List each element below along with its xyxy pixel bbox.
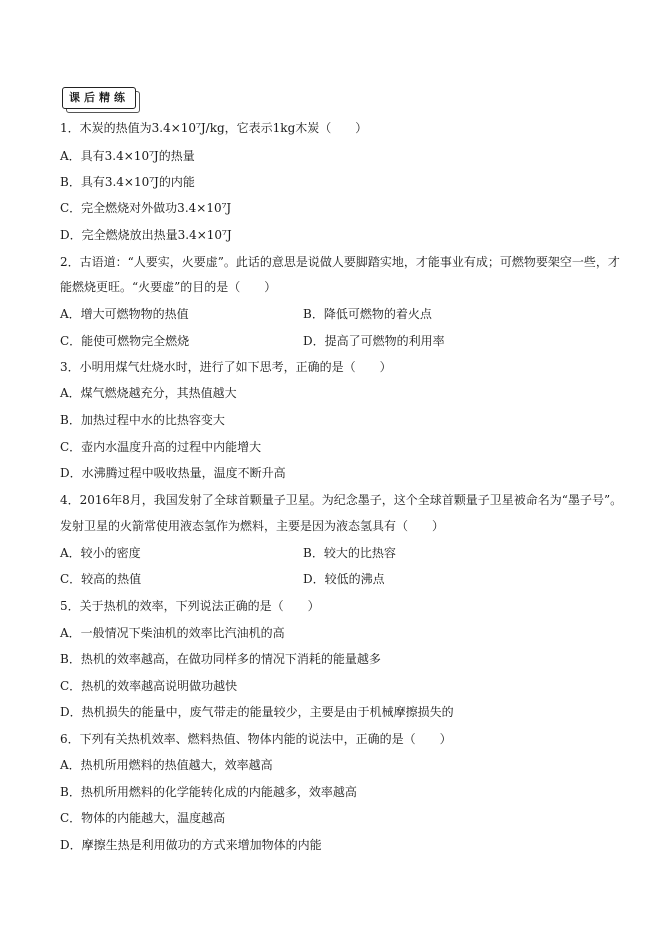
section-badge <box>60 85 140 111</box>
q5-stem: 5．关于热机的效率，下列说法正确的是（ ） <box>60 599 320 613</box>
q2-stem-line1: 2．古语道：“人要实，火要虚”。此话的意思是说做人要脚踏实地，才能事业有成；可燃物要架空一些，才 <box>60 255 620 269</box>
q4-stem-line2: 发射卫星的火箭常使用液态氢作为燃料，主要是因为液态氢具有（ ） <box>60 519 445 533</box>
q1-option-a: A．具有3.4×10⁷J的热量 <box>60 149 195 163</box>
q3-stem: 3．小明用煤气灶烧水时，进行了如下思考，正确的是（ ） <box>60 360 392 374</box>
q3-option-a: A．煤气燃烧越充分，其热值越大 <box>60 386 237 400</box>
q5-option-b: B．热机的效率越高，在做功同样多的情况下消耗的能量越多 <box>60 652 381 666</box>
q4-option-a: A．较小的密度 <box>60 546 141 560</box>
q6-option-a: A．热机所用燃料的热值越大，效率越高 <box>60 758 273 772</box>
q1-option-c: C．完全燃烧对外做功3.4×10⁷J <box>60 201 232 215</box>
q5-option-d: D．热机损失的能量中，废气带走的能量较少，主要是由于机械摩擦损失的 <box>60 705 454 719</box>
q5-option-a: A．一般情况下柴油机的效率比汽油机的高 <box>60 626 285 640</box>
q4-option-b: B．较大的比热容 <box>303 546 396 560</box>
q6-stem: 6．下列有关热机效率、燃料热值、物体内能的说法中，正确的是（ ） <box>60 732 452 746</box>
q5-option-c: C．热机的效率越高说明做功越快 <box>60 679 238 693</box>
q2-option-b: B．降低可燃物的着火点 <box>303 307 432 321</box>
q6-option-b: B．热机所用燃料的化学能转化成的内能越多，效率越高 <box>60 785 357 799</box>
q1-stem: 1．木炭的热值为3.4×10⁷J/kg，它表示1kg木炭（ ） <box>60 121 368 135</box>
q6-option-c: C．物体的内能越大，温度越高 <box>60 811 226 825</box>
q1-option-b: B．具有3.4×10⁷J的内能 <box>60 175 195 189</box>
q3-option-d: D．水沸腾过程中吸收热量，温度不断升高 <box>60 466 286 480</box>
q4-stem-line1: 4．2016年8月，我国发射了全球首颗量子卫星。为纪念墨子，这个全球首颗量子卫星被命名为“墨子号”。 <box>60 493 623 507</box>
q2-option-a: A．增大可燃物物的热值 <box>60 307 189 321</box>
q2-option-c: C．能使可燃物完全燃烧 <box>60 334 190 348</box>
q2-option-d: D．提高了可燃物的利用率 <box>303 334 445 348</box>
q4-option-d: D．较低的沸点 <box>303 572 385 586</box>
q6-option-d: D．摩擦生热是利用做功的方式来增加物体的内能 <box>60 838 322 852</box>
q2-stem-line2: 能燃烧更旺。“火要虚”的目的是（ ） <box>60 280 277 294</box>
q1-option-d: D．完全燃烧放出热量3.4×10⁷J <box>60 228 232 242</box>
q3-option-c: C．壶内水温度升高的过程中内能增大 <box>60 440 262 454</box>
q3-option-b: B．加热过程中水的比热容变大 <box>60 413 225 427</box>
badge-label: 课后精练 <box>62 87 136 109</box>
q4-option-c: C．较高的热值 <box>60 572 142 586</box>
